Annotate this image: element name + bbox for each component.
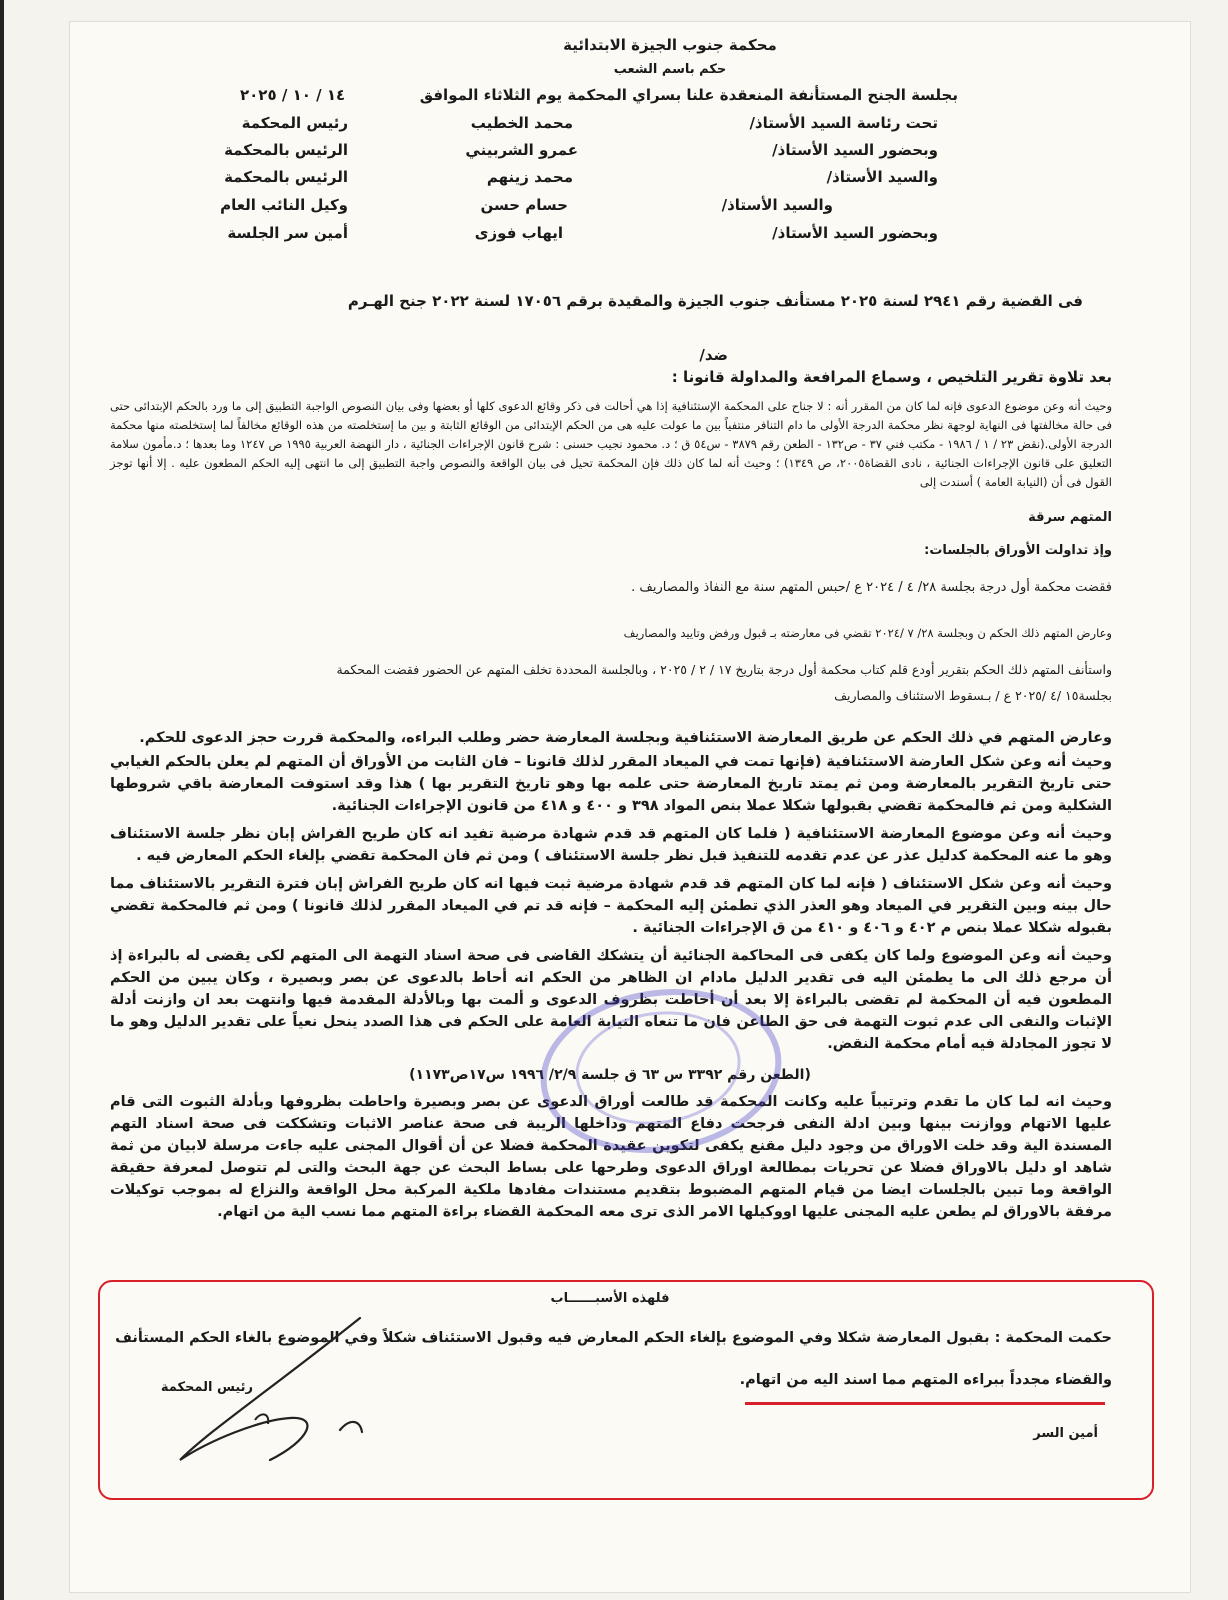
session-date: ١٤ / ١٠ / ٢٠٢٥ <box>240 86 346 104</box>
panel-name: ايهاب فوزى <box>474 224 563 242</box>
body-paragraph: وحيث أنه وعن شكل العارضة الاستئنافية (فإنها تمت في الميعاد المقرر لذلك قانونا – فان الثابت من الأوراق أن المتهم لم يعلن بالحكم الغيابي حتى تاريخ التقرير بالمعارضة ومن ثم يمتد تاريخ المعارضة حتى علمه بها وهو تاريخ التقرير بها ) هذا وقد استوفت المعارضة باقي شروطها الشكلية ومن ثم فالمحكمة تقضي بقبولها شكلا عملا بنص المواد ٣٩٨ و ٤٠٠ و ٤١٨ من قانون الإجراءات الجنائية. <box>110 754 1112 814</box>
citation: (الطعن رقم ٣٣٩٢ س ٦٣ ق جلسة ٢/٩/ ١٩٩٦ س١٧ص١١٧٣) <box>409 1067 811 1083</box>
panel-name: عمرو الشربيني <box>465 141 578 159</box>
after-reading-line: بعد تلاوة تقرير التلخيص ، وسماع المرافعة والمداولة قانونا : <box>671 368 1112 386</box>
reasons-heading: فلهذه الأسبــــــاب <box>550 1291 670 1306</box>
against-label: ضد/ <box>699 346 728 364</box>
panel-role: والسيد الأستاذ/ <box>826 168 938 186</box>
legal-precedent-paragraph: وحيث أنه وعن موضوع الدعوى فإنه لما كان من المقرر أنه : لا جناح على المحكمة الإستئنافية إذا هي أحالت فى ذكر وقائع الدعوى كلها أو بعضها وفى بيان النصوص الواجبة التطبيق إلى ما ورد بالحكم الإبتدائى حتى فى حالة مخالفتها فى النهاية لوجهة نظر محكمة الدرجة الأولى ما دام التنافر منتفياً بين ما عولت عليه هى من الحكم الإبتدائى من الوقائع الثابتة و بين ما إستخلصته من هذه الوقائع مخالفاً لما إستخلصته منها محكمة الدرجة الأولى.(نقض ٢٣ / ١ / ١٩٨٦ - مكتب فني ٣٧ - ص١٣٢ - الطعن رقم ٣٨٧٩ - س٥٤ ق ؛ د. محمود نجيب حسنى : شرح قانون الإجراءات الجنائية ، دار النهضة العربية ١٩٩٥ ص ١٢٤٧ وما بعدها ؛ د.مأمون سلامة التعليق على قانون الإجراءات الجنائية ، نادى القضاة٢٠٠٥، ص ١٣٤٩) ؛ وحيث أنه لما كان ذلك فإن المحكمة تحيل فى بيان الواقعة والنصوص واجبة التطبيق إلى ما انتهى إليه الحكم المطعون عليه . إلا أنها توجز القول فى أن (النيابة العامة ) أسندت إلى <box>110 399 1113 489</box>
panel-role: وبحضور السيد الأستاذ/ <box>772 224 938 242</box>
session-line: بجلسة الجنح المستأنفة المنعقدة علنا بسراي المحكمة يوم الثلاثاء الموافق <box>419 86 958 104</box>
judge-signature-label: رئيس المحكمة <box>160 1380 253 1395</box>
accused-charge: المتهم سرقة <box>1028 510 1112 525</box>
panel-title: أمين سر الجلسة <box>227 224 348 242</box>
ruling-text: حكمت المحكمة : بقبول المعارضة شكلا وفي الموضوع بإلغاء الحكم المعارض فيه وقبول الاستئناف شكلاً وفي الموضوع بالغاء الحكم المستأنف <box>115 1330 1112 1346</box>
case-number-line: فى القضية رقم ٢٩٤١ لسنة ٢٠٢٥ مستأنف جنوب الجيزة والمقيدة برقم ١٧٠٥٦ لسنة ٢٠٢٢ جنح الهـرم <box>347 292 1083 310</box>
court-name: محكمة جنوب الجيزة الابتدائية <box>563 36 777 54</box>
body-paragraph: وحيث أنه وعن الموضوع ولما كان يكفى فى المحاكمة الجنائية أن يتشكك القاضى فى صحة اسناد التهمة الى المتهم لكى يقضى له بالبراءة إذ أن مرجع ذلك الى ما يطمئن اليه فى تقدير الدليل مادام ان الظاهر من الحكم انه أحاط بالدعوى عن بصر وبصيرة ، وكان يبين من الحكم المطعون فيه أن المحكمة لم تقضى بالبراءة إلا بعد أن أحاطت بظروف الدعوى و ألمت بها وبالأدلة المقدمة فيها وانتهت بعد ان وازنت أدلة الإثبات والنفى الى عدم ثبوت التهمة فى حق الطاعن فان ما تنعاه النيابة العامة على الحكم فى هذا الصدد ينحل نعياً على تقدير الدليل وهو ما لا تجوز المجادلة فيه أمام محكمة النقض. <box>110 948 1112 1052</box>
history-line: واستأنف المتهم ذلك الحكم بتقرير أودع قلم كتاب محكمة أول درجة بتاريخ ١٧ / ٢ / ٢٠٢٥ ، وبالجلسة المحددة تخلف المتهم عن الحضور فقضت المحكمة <box>336 662 1112 677</box>
panel-role: وبحضور السيد الأستاذ/ <box>772 141 938 159</box>
scan-edge <box>0 0 4 1600</box>
body-paragraph: وحيث أنه وعن شكل الاستئناف ( فإنه لما كان المتهم قد قدم شهادة مرضية ثبت فيها انه كان طريح الفراش إبان فترة التقرير بالاستئناف مما حال بينه وبين التقرير في الميعاد وهو العذر الذي تطمئن إليه المحكمة – فإنه قد تم في الميعاد المقرر لذلك قانونا ) ومن ثم فالمحكمة تقضي بقبوله شكلا عملا بنص م ٤٠٢ و ٤٠٦ و ٤١٠ من ق الإجراءات الجنائية . <box>110 876 1112 936</box>
body-paragraph: وحيث أنه وعن موضوع المعارضة الاستئنافية ( فلما كان المتهم قد قدم شهادة مرضية تفيد انه كان طريح الفراش إبان نظر جلسة الاستئناف وهو ما عنه المحكمة كدليل عذر عن عدم تقدمه للتنفيذ قبل نظر جلسة الاستئناف ) ومن ثم فان المحكمة تقضي بإلغاء الحكم المعارض فيه . <box>110 826 1112 864</box>
body-paragraph: وحيث انه لما كان ما تقدم وترتيباً عليه وكانت المحكمة قد طالعت أوراق الدعوى عن بصر وبصيرة واحاطت بظروفها وبأدلة الثبوت التى قام عليها الاتهام ووازنت بينها وبين ادلة النفى فرجحت دفاع المتهم وداخلها الريبة فى صحة عناصر الاثبات وتشككت فى صحة اسناد التهم المسندة الية وقد خلت الاوراق من وجود دليل مقنع يكفى لتكوين عقيدة المحكمة فضلا عن أن أقوال المجنى عليه جاءت مرسلة لابيان من ثمة شاهد او دليل بالاوراق فضلا عن تحريات بمطالعة اوراق الدعوى وطرحها على بساط البحث عن جهة البحث والتى لم تتوصل لمعرفة حقيقة الواقعة وما تبين بالجلسات ايضا من قيام المتهم المضبوط بتقديم مستندات مفادها ملكية المركبة محل الواقعة والنزاع له بموجب توكيلات مرفقة بالاوراق لم يطعن عليه المجنى عليها اووكيلها الامر الذى ترى معه المحكمة القضاء براءة المتهم مما نسب الية من اتهام. <box>110 1094 1112 1220</box>
panel-name: محمد زينهم <box>486 168 573 186</box>
panel-name: محمد الخطيب <box>470 114 573 132</box>
ruling-continued: والقضاء مجدداً ببراءه المتهم مما اسند اليه من اتهام. <box>739 1372 1112 1388</box>
verdict-title: حكم باسم الشعب <box>613 62 727 77</box>
panel-title: الرئيس بالمحكمة <box>224 141 348 159</box>
papers-heading: وإذ تداولت الأوراق بالجلسات: <box>924 543 1112 558</box>
panel-title: الرئيس بالمحكمة <box>224 168 348 186</box>
panel-role: والسيد الأستاذ/ <box>721 196 833 214</box>
history-line: وعارض المتهم ذلك الحكم ن وبجلسة ٢٨/ ٧ /٢٠٢٤ تقضي فى معارضته بـ قبول ورفض وتاييد والمصاريف <box>623 626 1112 640</box>
panel-name: حسام حسن <box>480 196 568 214</box>
body-paragraph: وعارض المتهم في ذلك الحكم عن طريق المعارضة الاستئنافية وبجلسة المعارضة حضر وطلب البراءه، والمحكمة قررت حجز الدعوى للحكم. <box>139 730 1112 746</box>
highlight-box <box>98 1280 1154 1500</box>
history-line: فقضت محكمة أول درجة بجلسة ٢٨/ ٤ / ٢٠٢٤ ع /حبس المتهم سنة مع النفاذ والمصاريف . <box>631 580 1112 595</box>
secretary-signature-label: أمين السر <box>1033 1426 1098 1441</box>
panel-title: وكيل النائب العام <box>220 196 348 214</box>
panel-role: تحت رئاسة السيد الأستاذ/ <box>749 114 938 132</box>
history-line: بجلسة١٥ /٤ /٢٠٢٥ ع / بـسقوط الاستئناف والمصاريف <box>834 688 1112 703</box>
panel-title: رئيس المحكمة <box>241 114 348 132</box>
